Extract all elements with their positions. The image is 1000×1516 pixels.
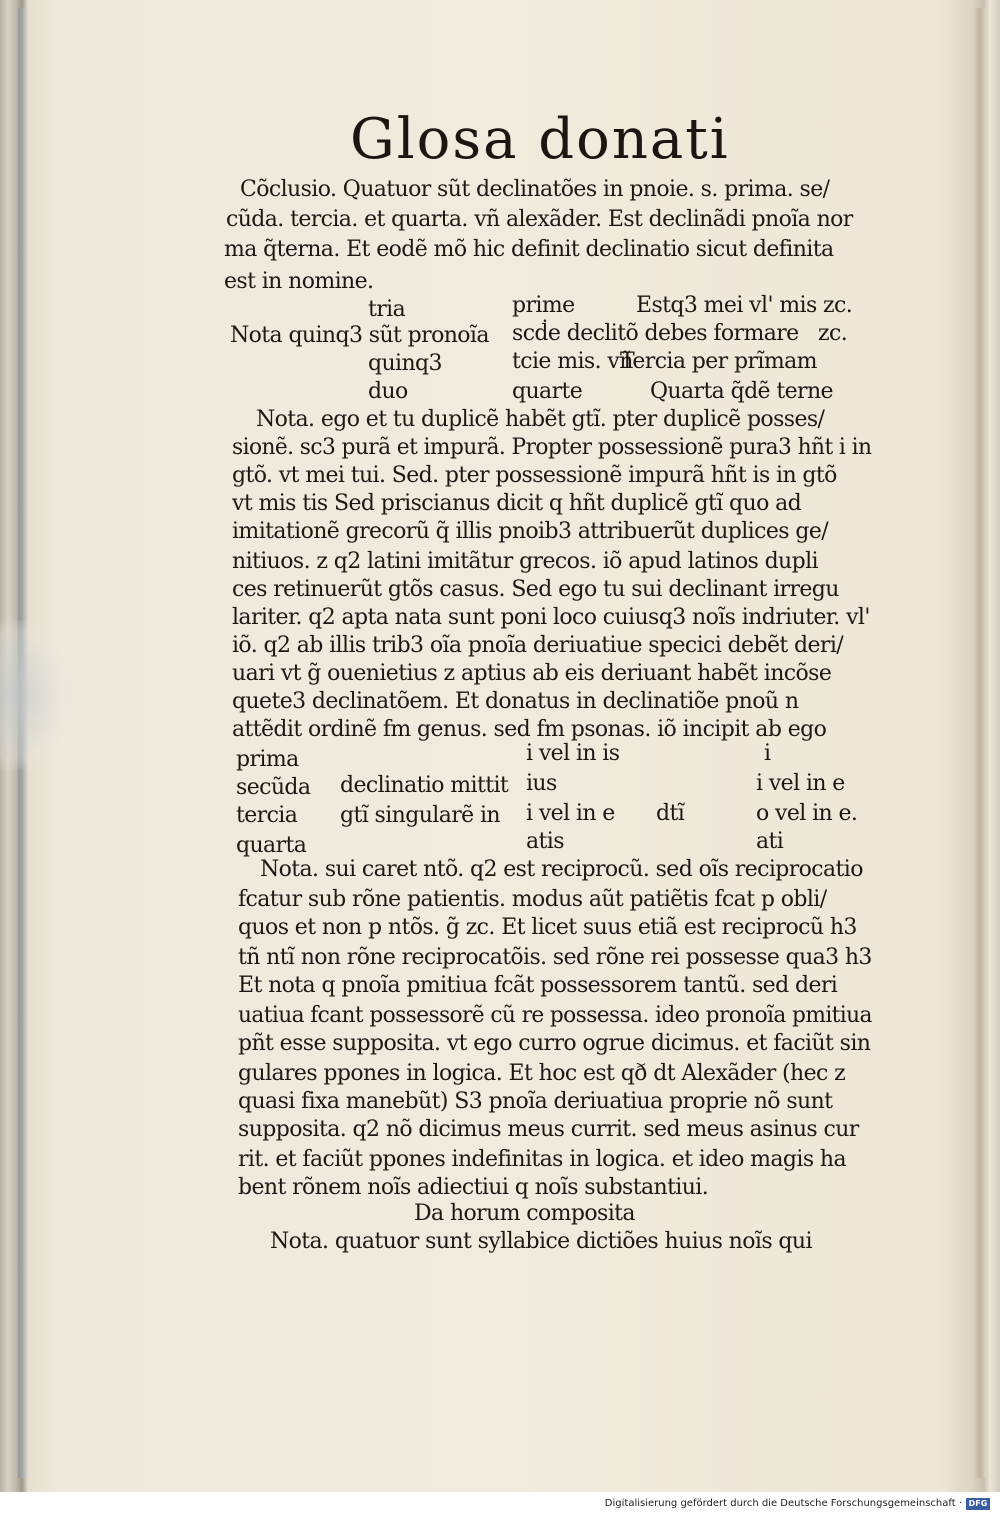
para2-line-11: quete3 declinatõem. Et donatus in declinatiõe pnoũ n (232, 689, 799, 714)
para2-line-3: gtõ. vt mei tui. Sed. pter possessionẽ impurã hñt is in gtõ (232, 463, 837, 488)
table2-col1-row3: tercia (236, 803, 298, 828)
last-line: Nota. quatuor sunt syllabice dictiões huius noĩs qui (270, 1229, 812, 1254)
para2-line-12: attẽdit ordinẽ fm genus. sed fm psonas. iõ incipit ab ego (232, 717, 827, 742)
table2-col2-row1: declinatio mittit (340, 773, 509, 798)
table1-col2-row4: quarte (512, 379, 583, 404)
table1-col1-row1: tria (368, 297, 406, 322)
line-4: est in nomine. (224, 269, 374, 294)
table2-col3-row4: atis (526, 829, 564, 854)
para3-line-1: Nota. sui caret ntõ. q2 est reciprocũ. sed oĩs reciprocatio (260, 857, 863, 882)
paper-clip-shadow (0, 620, 72, 770)
table2-col5-row1: i (764, 741, 771, 766)
page-title: Glosa donati (350, 107, 730, 172)
para2-line-5: imitationẽ grecorũ q̃ illis pnoib3 attribuerũt duplices ge/ (232, 519, 829, 544)
para2-line-8: lariter. q2 apta nata sunt poni loco cuiusq3 noĩs indriuter. vl' (232, 605, 870, 630)
table2-col1-row4: quarta (236, 833, 307, 858)
table2-col1-row1: prima (236, 747, 299, 772)
table2-col5-row4: ati (756, 829, 784, 854)
table1-col3-row2: zc. (818, 321, 848, 346)
para3-line-9: quasi fixa manebũt) S3 pnoĩa deriuatiua proprie nõ sunt (238, 1089, 833, 1114)
table1-col2-row3: tcie mis. vñ (512, 349, 633, 374)
para2-line-10: uari vt g̃ ouenietius z aptius ab eis deriuant habẽt incõse (232, 661, 832, 686)
para3-line-8: gulares ppones in logica. Et hoc est qð dt Alexãder (hec z (238, 1061, 846, 1086)
para3-line-10: supposita. q2 nõ dicimus meus currit. sed meus asinus cur (238, 1117, 859, 1142)
table1-col3-row1: Estq3 mei vl' mis zc. (636, 293, 853, 318)
table2-col5-row3: o vel in e. (756, 801, 858, 826)
table1-col2-row1: prime (512, 293, 575, 318)
para2-line-1: Nota. ego et tu duplicẽ habẽt gtĩ. pter duplicẽ posses/ (256, 407, 825, 432)
para2-line-6: nitiuos. z q2 latini imitãtur grecos. iõ apud latinos dupli (232, 549, 818, 574)
table1-col1-row2: quinq3 (368, 351, 442, 376)
line-1: Cõclusio. Quatuor sũt declinatões in pnoie. s. prima. se/ (240, 177, 830, 202)
para3-line-7: pñt esse supposita. vt ego curro ogrue dicimus. et faciũt sin (238, 1031, 871, 1056)
table2-col2-row2: gtĩ singularẽ in (340, 803, 500, 828)
table2-col3-row2: ius (526, 771, 557, 796)
para3-line-3: quos et non p ntõs. g̃ zc. Et licet suus etiã est reciprocũ h3 (238, 915, 857, 940)
footer-credit: Digitalisierung gefördert durch die Deutsche Forschungsgemeinschaft · (604, 1498, 962, 1509)
line-2: cũda. tercia. et quarta. vñ alexãder. Est declinãdi pnoĩa nor (226, 207, 853, 232)
table1-col3-row3: Tercia per prĩmam (620, 349, 817, 374)
page-edge-right (974, 8, 986, 1478)
para3-line-6: uatiua fcant possessorẽ cũ re possessa. ideo pronoĩa pmitiua (238, 1003, 872, 1028)
table1-lead: Nota quinq3 sũt pronoĩa (230, 323, 489, 348)
para2-line-2: sionẽ. sc3 purã et impurã. Propter possessionẽ pura3 hñt i in (232, 435, 872, 460)
table2-col3-row1: i vel in is (526, 741, 620, 766)
table2-col1-row2: secũda (236, 775, 311, 800)
table2-col3-row3: i vel in e (526, 801, 615, 826)
para2-line-4: vt mis tis Sed priscianus dicit q hñt duplicẽ gtĩ quo ad (232, 491, 802, 516)
para2-line-7: ces retinuerũt gtõs casus. Sed ego tu sui declinant irregu (232, 577, 839, 602)
table1-col3-row4: Quarta q̃dẽ terne (650, 379, 833, 404)
para3-line-4: tñ ntĩ non rõne reciprocatõis. sed rõne rei possesse qua3 h3 (238, 945, 872, 970)
table2-col4-row1: dtĩ (656, 801, 685, 826)
table1-col2-row2: scḋe declitõ debes formare (512, 321, 799, 346)
table1-col1-row3: duo (368, 379, 408, 404)
table2-col5-row2: i vel in e (756, 771, 845, 796)
dfg-logo: DFG (966, 1498, 990, 1510)
para2-line-9: iõ. q2 ab illis trib3 oĩa pnoĩa deriuatiue specici debẽt deri/ (232, 633, 844, 658)
line-3: ma q̃terna. Et eodẽ mõ hic definit declinatio sicut definita (224, 237, 834, 262)
para3-line-12: bent rõnem noĩs adiectiui q noĩs substantiui. (238, 1175, 709, 1200)
para3-line-11: rit. et faciũt ppones indefinitas in logica. et ideo magis ha (238, 1147, 846, 1172)
para3-line-5: Et nota q pnoĩa pmitiua fcãt possessorem tantũ. sed deri (238, 973, 838, 998)
subheading: Da horum composita (414, 1201, 635, 1226)
para3-line-2: fcatur sub rõne patientis. modus aũt patiẽtis fcat p obli/ (238, 887, 827, 912)
